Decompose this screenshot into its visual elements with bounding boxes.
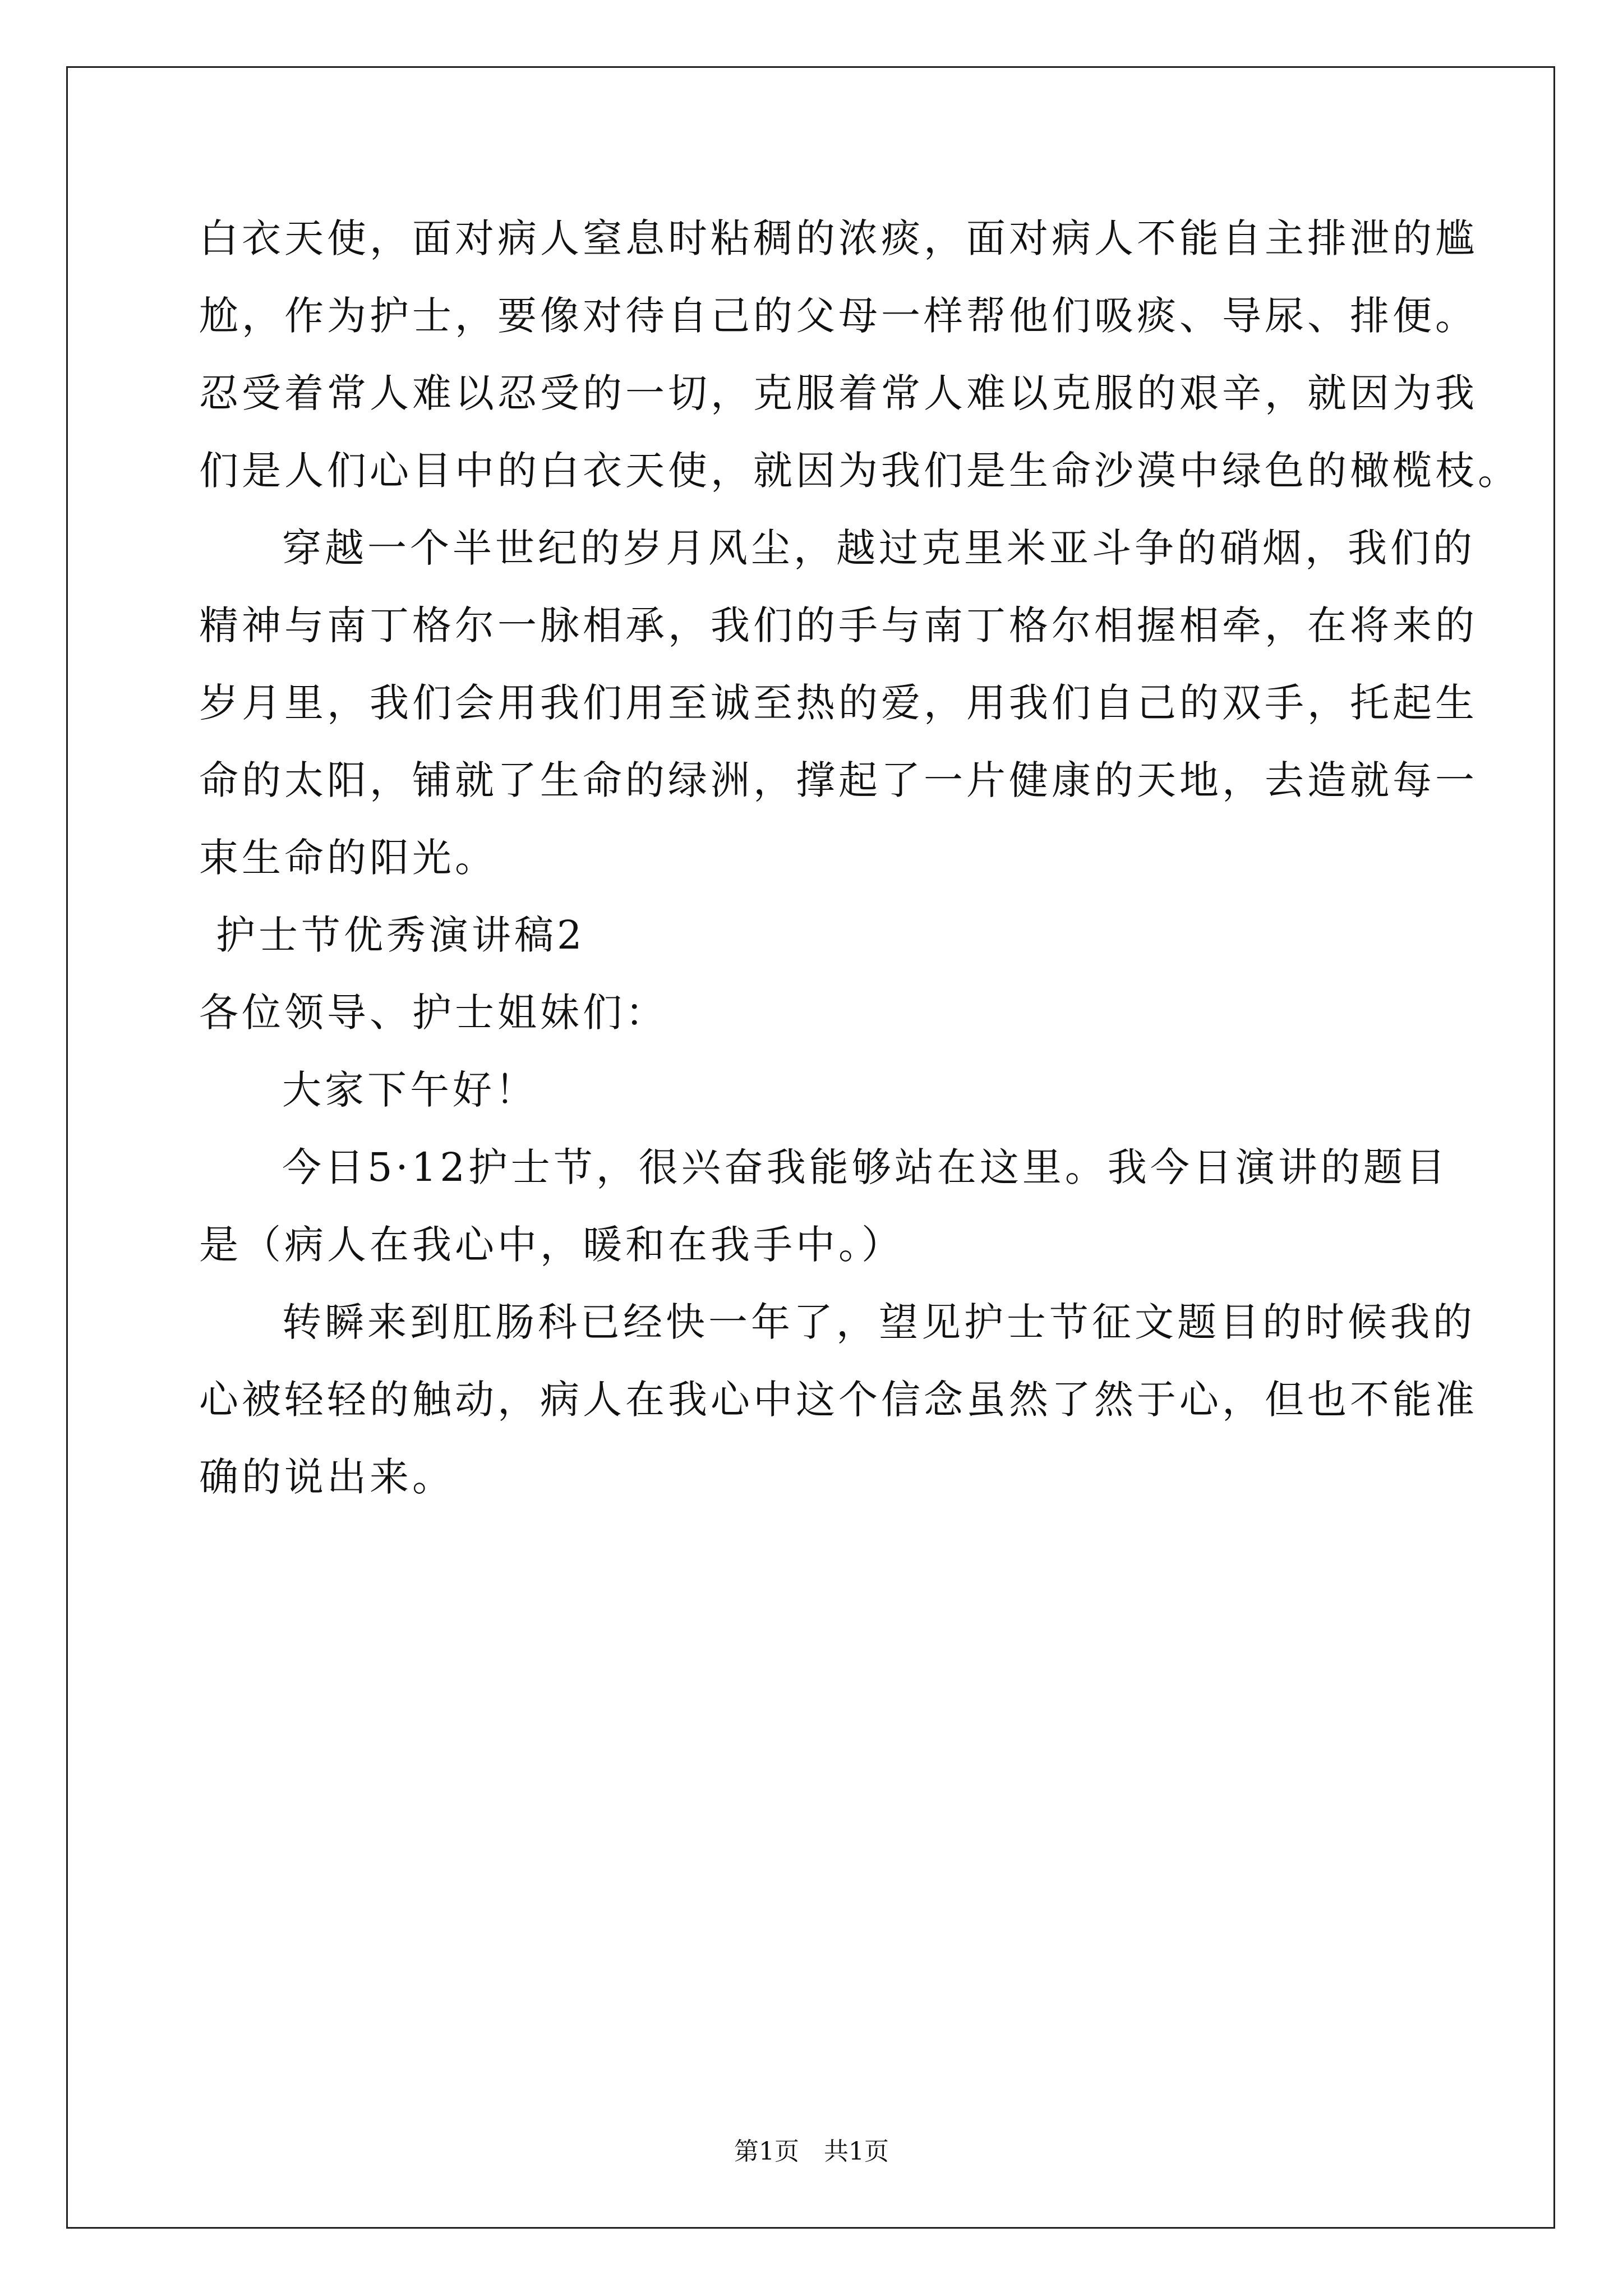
page-number-footer: 第1页 共1页: [734, 2137, 889, 2166]
paragraph-first-line: 今日5·12护士节，很兴奋我能够站在这里。我今日演讲的题目: [282, 1144, 1449, 1190]
paragraph-first-line: 转瞬来到肛肠科已经快一年了，望见护士节征文题目的时候我的: [282, 1299, 1476, 1345]
section-heading: 护士节优秀演讲稿2: [216, 912, 585, 958]
text-line: 心被轻轻的触动，病人在我心中这个信念虽然了然于心，但也不能准: [199, 1377, 1478, 1423]
text-line: 岁月里，我们会用我们用至诚至热的爱，用我们自己的双手，托起生: [199, 680, 1478, 726]
text-line: 确的说出来。: [199, 1454, 455, 1500]
text-line: 白衣天使，面对病人窒息时粘稠的浓痰，面对病人不能自主排泄的尴: [199, 215, 1478, 261]
text-line: 是（病人在我心中，暖和在我手中。）: [199, 1222, 904, 1268]
text-line: 们是人们心目中的白衣天使，就因为我们是生命沙漠中绿色的橄榄枝。: [199, 448, 1520, 494]
text-line: 忍受着常人难以忍受的一切，克服着常人难以克服的艰辛，就因为我: [199, 370, 1478, 416]
text-line: 尬，作为护士，要像对待自己的父母一样帮他们吸痰、导尿、排便。: [199, 293, 1478, 339]
text-line: 精神与南丁格尔一脉相承，我们的手与南丁格尔相握相牵，在将来的: [199, 602, 1478, 648]
text-line: 束生命的阳光。: [199, 835, 497, 881]
text-line: 命的太阳，铺就了生命的绿洲，撑起了一片健康的天地，去造就每一: [199, 757, 1478, 803]
greeting: 大家下午好！: [282, 1067, 538, 1113]
paragraph-first-line: 穿越一个半世纪的岁月风尘，越过克里米亚斗争的硝烟，我们的: [282, 525, 1476, 571]
salutation: 各位领导、护士姐妹们：: [199, 990, 668, 1036]
